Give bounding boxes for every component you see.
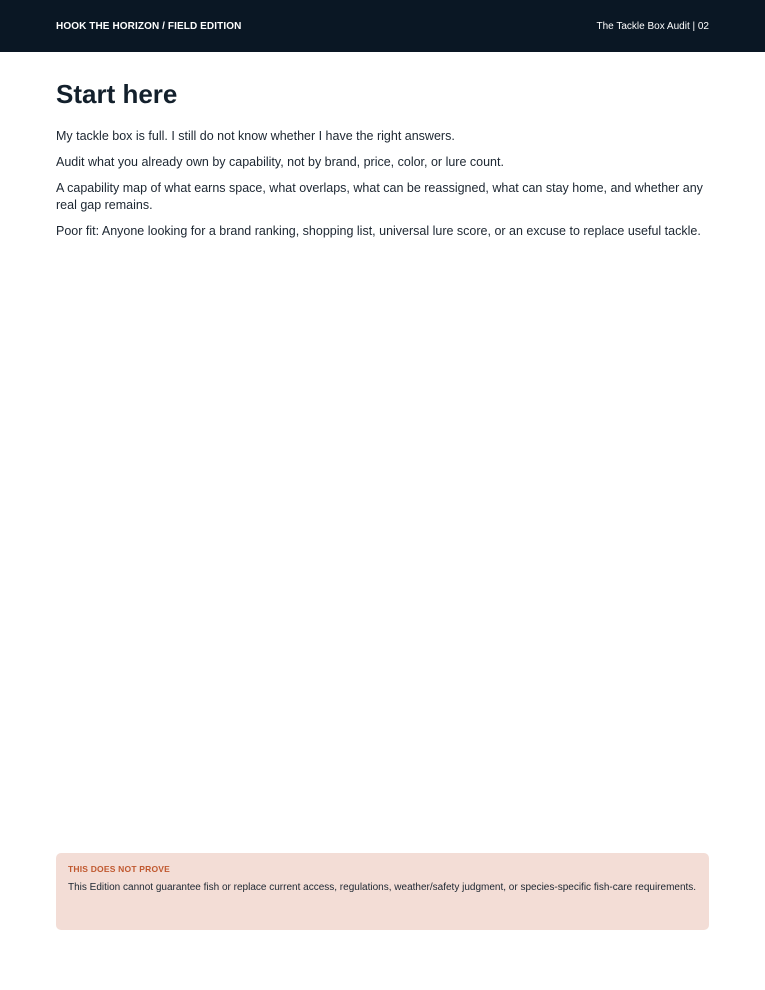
main-content bbox=[56, 78, 709, 249]
callout-label: THIS DOES NOT PROVE bbox=[68, 864, 171, 874]
body-paragraph: Poor fit: Anyone looking for a brand ranking, shopping list, universal lure score, or an excuse to replace useful tackle. bbox=[56, 224, 701, 238]
body-paragraph: Audit what you already own by capability, not by brand, price, color, or lure count. bbox=[56, 155, 504, 169]
page-number-label: The Tackle Box Audit | 02 bbox=[596, 20, 709, 32]
callout-text: This Edition cannot guarantee fish or replace current access, regulations, weather/safety judgment, or species-specific fish-care requirements. bbox=[68, 882, 697, 893]
body-paragraph: A capability map of what earns space, what overlaps, what can be reassigned, what can stay home, and whether any real gap remains. bbox=[56, 181, 703, 212]
page-title: Start here bbox=[56, 79, 178, 109]
body-paragraph: My tackle box is full. I still do not know whether I have the right answers. bbox=[56, 129, 455, 143]
page-header bbox=[0, 0, 765, 52]
body-text bbox=[56, 128, 709, 240]
publication-name: HOOK THE HORIZON / FIELD EDITION bbox=[56, 20, 242, 32]
disclaimer-callout bbox=[56, 853, 709, 930]
